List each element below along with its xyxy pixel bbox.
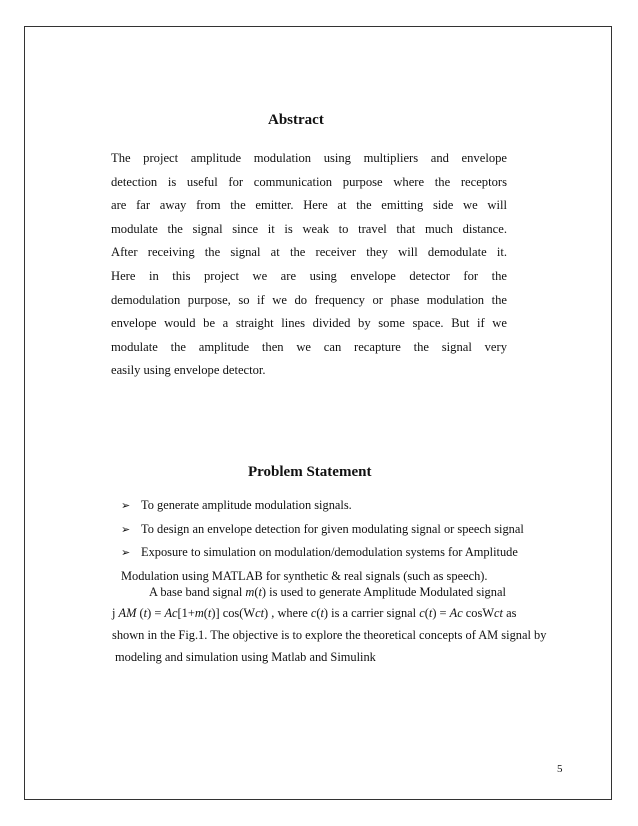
abstract-line: modulate the amplitude then we can recapture the signal very (111, 339, 507, 354)
paragraph-line: modeling and simulation using Matlab and Simulink (115, 650, 376, 664)
page-border (24, 26, 612, 800)
abstract-line: The project amplitude modulation using multipliers and envelope (111, 151, 507, 165)
list-item (121, 494, 561, 518)
abstract-body (111, 147, 507, 383)
paragraph-line: A base band signal m(t) is used to generate Amplitude Modulated signal (149, 585, 506, 599)
abstract-line: demodulation purpose, so if we do frequency or phase modulation the (111, 292, 507, 307)
problem-bullet-list (121, 494, 561, 589)
bullet-text: To design an envelope detection for given modulating signal or speech signal (141, 521, 524, 536)
arrow-bullet-icon: ➢ (121, 522, 131, 536)
arrow-bullet-icon: ➢ (121, 546, 131, 560)
list-item (121, 518, 561, 542)
abstract-line: Here in this project we are using envelope detector for the (111, 268, 507, 283)
abstract-line: detection is useful for communication purpose where the receptors (111, 174, 507, 189)
paragraph-line: j AM (t) = Ac[1+m(t)] cos(Wct) , where c(t) is a carrier signal c(t) = Ac cosWct as (112, 606, 517, 620)
page-number: 5 (557, 763, 563, 775)
bullet-text: Exposure to simulation on modulation/demodulation systems for Amplitude (141, 545, 518, 560)
abstract-line: easily using envelope detector. (111, 363, 266, 378)
abstract-line: modulate the signal since it is weak to travel that much distance. (111, 221, 507, 236)
list-item (121, 541, 561, 565)
arrow-bullet-icon: ➢ (121, 499, 131, 512)
bullet-continuation: Modulation using MATLAB for synthetic & real signals (such as speech). (121, 569, 488, 584)
paragraph-line: shown in the Fig.1. The objective is to explore the theoretical concepts of AM signal by (112, 628, 547, 642)
abstract-line: After receiving the signal at the receiver they will demodulate it. (111, 245, 507, 260)
bullet-text: To generate amplitude modulation signals. (141, 498, 352, 512)
abstract-line: are far away from the emitter. Here at the emitting side we will (111, 198, 507, 213)
abstract-line: envelope would be a straight lines divided by some space. But if we (111, 316, 507, 331)
problem-statement-title: Problem Statement (248, 464, 372, 480)
abstract-title: Abstract (268, 112, 324, 128)
